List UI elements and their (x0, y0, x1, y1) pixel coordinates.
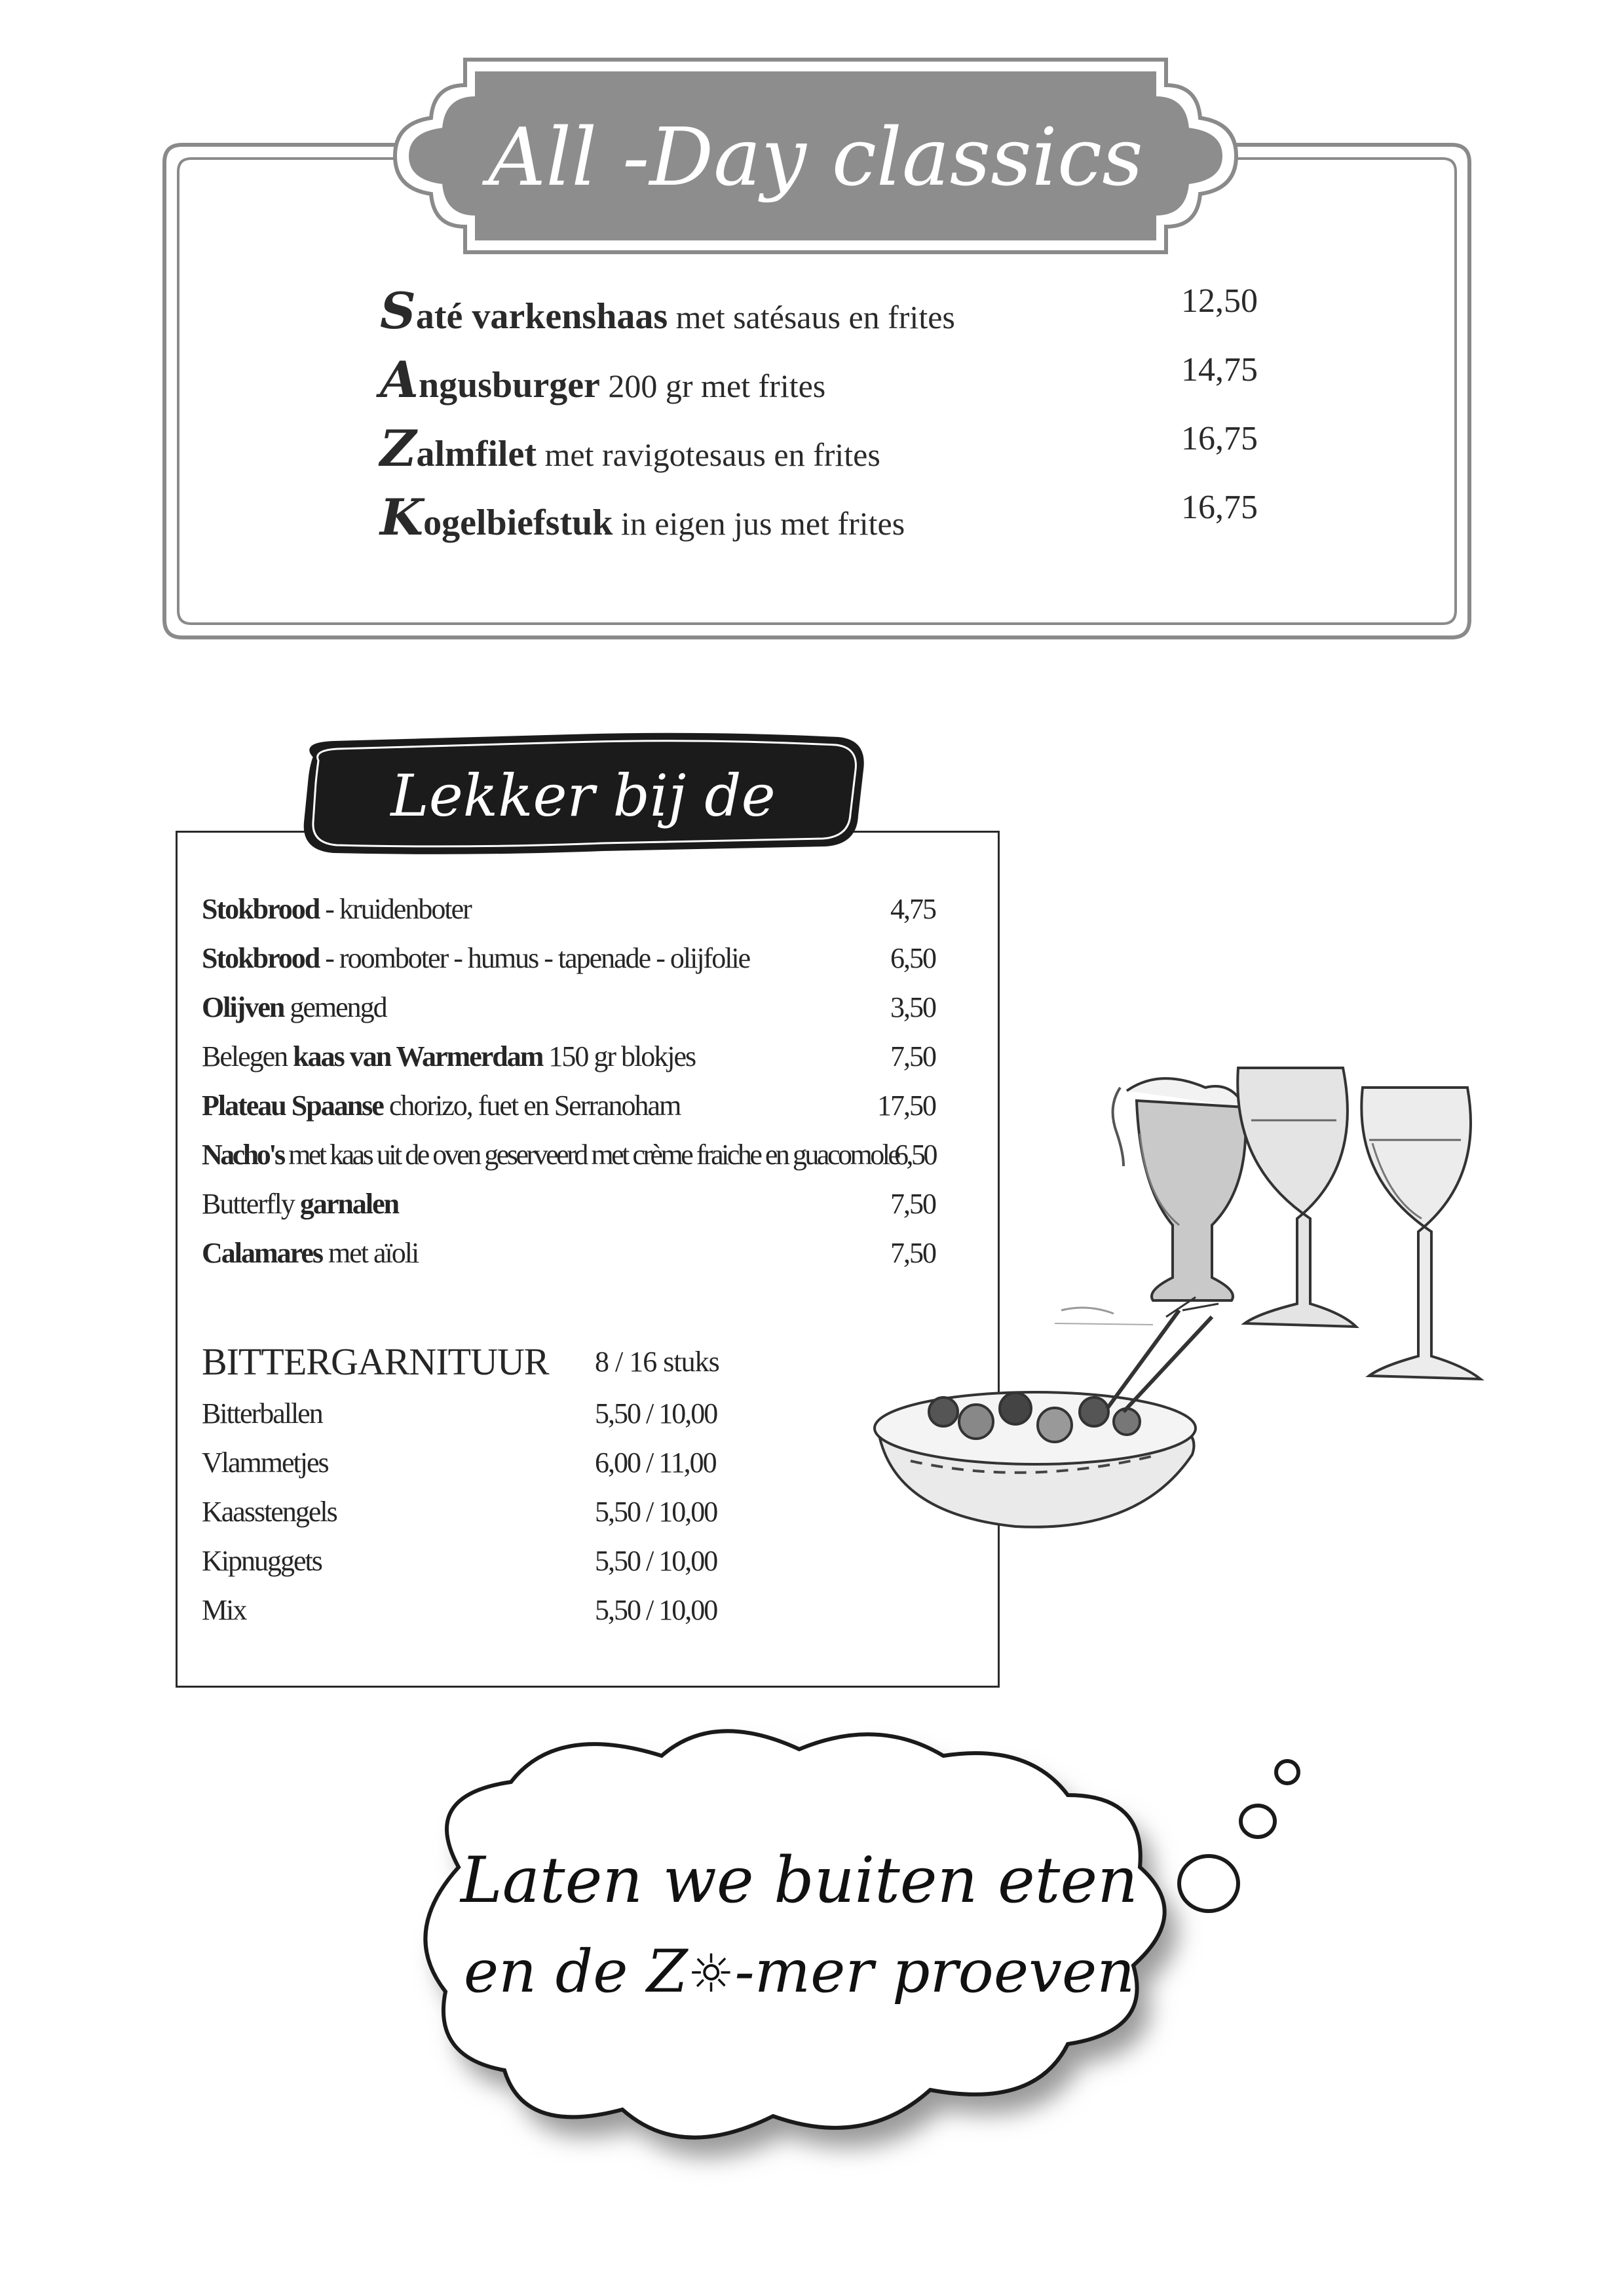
item-description: met ravigotesaus en frites (536, 436, 880, 473)
borrel-item (202, 991, 935, 1038)
bittergarnituur-unit: 8 / 16 stuks (595, 1346, 719, 1378)
item-description: 150 gr blokjes (542, 1040, 696, 1072)
cloud-line-2 (459, 1933, 1140, 2013)
item-prefix: Belegen (202, 1040, 293, 1072)
item-price: 6,00 / 11,00 (595, 1447, 716, 1479)
classics-item (380, 488, 1258, 554)
item-name: Stokbrood (202, 893, 320, 925)
borrel-item (202, 1187, 935, 1234)
item-name: Plateau Spaanse (202, 1090, 383, 1122)
item-name: Vlammetjes (202, 1447, 328, 1479)
item-name: Olijven (202, 991, 284, 1023)
item-price: 6,50 (890, 942, 935, 974)
borrel-item (202, 1040, 935, 1087)
item-name: Stokbrood (202, 942, 320, 974)
item-price: 5,50 / 10,00 (595, 1545, 717, 1577)
bittergarnituur-item (202, 1544, 739, 1591)
item-price: 17,50 (877, 1090, 935, 1122)
bittergarnituur-item (202, 1593, 739, 1640)
item-name: Nacho's (202, 1139, 284, 1171)
sun-icon: ☼ (687, 1943, 735, 2004)
borrel-title: Lekker bij de borrel (390, 762, 776, 915)
classics-title: All -Day classics (488, 111, 1143, 204)
item-price: 6,50 (894, 1139, 935, 1171)
item-name: ngusburger (418, 365, 600, 406)
item-initial: A (380, 351, 419, 409)
item-description: 200 gr met frites (599, 368, 826, 404)
item-name: almfilet (416, 434, 537, 474)
item-price: 4,75 (890, 893, 935, 925)
item-description: - kruidenboter (319, 893, 471, 925)
item-description: in eigen jus met frites (613, 505, 905, 542)
classics-item (380, 282, 1258, 347)
borrel-item (202, 941, 935, 989)
item-name: garnalen (299, 1188, 399, 1220)
drinks-illustration (865, 1002, 1513, 1546)
item-price: 3,50 (890, 991, 935, 1023)
item-name: Kaasstengels (202, 1496, 337, 1528)
borrel-item (202, 1089, 935, 1136)
bittergarnituur-item (202, 1446, 739, 1493)
item-name: Bitterballen (202, 1397, 322, 1430)
item-initial: Z (380, 419, 417, 478)
item-price: 7,50 (890, 1040, 935, 1072)
bittergarnituur-item (202, 1397, 739, 1444)
item-name: Calamares (202, 1237, 323, 1269)
item-name: ogelbiefstuk (423, 502, 613, 543)
item-description: gemengd (284, 991, 387, 1023)
bittergarnituur-title: BITTERGARNITUUR (202, 1340, 549, 1383)
item-price: 14,75 (1181, 351, 1258, 388)
item-name: até varkenshaas (415, 296, 668, 337)
item-price: 5,50 / 10,00 (595, 1397, 717, 1430)
item-name: Kipnuggets (202, 1545, 322, 1577)
item-prefix: Butterfly (202, 1188, 300, 1220)
item-description: met satésaus en frites (668, 299, 955, 335)
item-initial: S (380, 282, 416, 340)
bittergarnituur-header (202, 1340, 739, 1387)
item-price: 16,75 (1181, 420, 1258, 457)
cloud-line-1: Laten we buiten eten (461, 1844, 1138, 1917)
item-description: chorizo, fuet en Serranoham (383, 1090, 681, 1122)
item-price: 5,50 / 10,00 (595, 1496, 717, 1528)
classics-item (380, 419, 1258, 485)
item-description: met aïoli (322, 1237, 419, 1269)
classics-item (380, 351, 1258, 416)
item-price: 7,50 (890, 1237, 935, 1269)
borrel-item (202, 1138, 935, 1185)
borrel-item (202, 892, 935, 939)
item-initial: K (380, 488, 424, 546)
borrel-item (202, 1236, 935, 1283)
item-price: 7,50 (890, 1188, 935, 1220)
item-description: - roomboter - humus - tapenade - olijfolie (319, 942, 750, 974)
item-name: Mix (202, 1594, 246, 1626)
cloud-line-2-start: en de Z (463, 1937, 688, 2006)
bittergarnituur-item (202, 1495, 739, 1542)
item-price: 16,75 (1181, 489, 1258, 526)
item-price: 5,50 / 10,00 (595, 1594, 717, 1626)
item-description: met kaas uit de oven geserveerd met crème fraiche en guacomole (283, 1139, 899, 1171)
item-price: 12,50 (1181, 282, 1258, 320)
cloud-line-2-end: -mer proeven (734, 1937, 1135, 2006)
item-name: kaas van Warmerdam (293, 1040, 543, 1072)
